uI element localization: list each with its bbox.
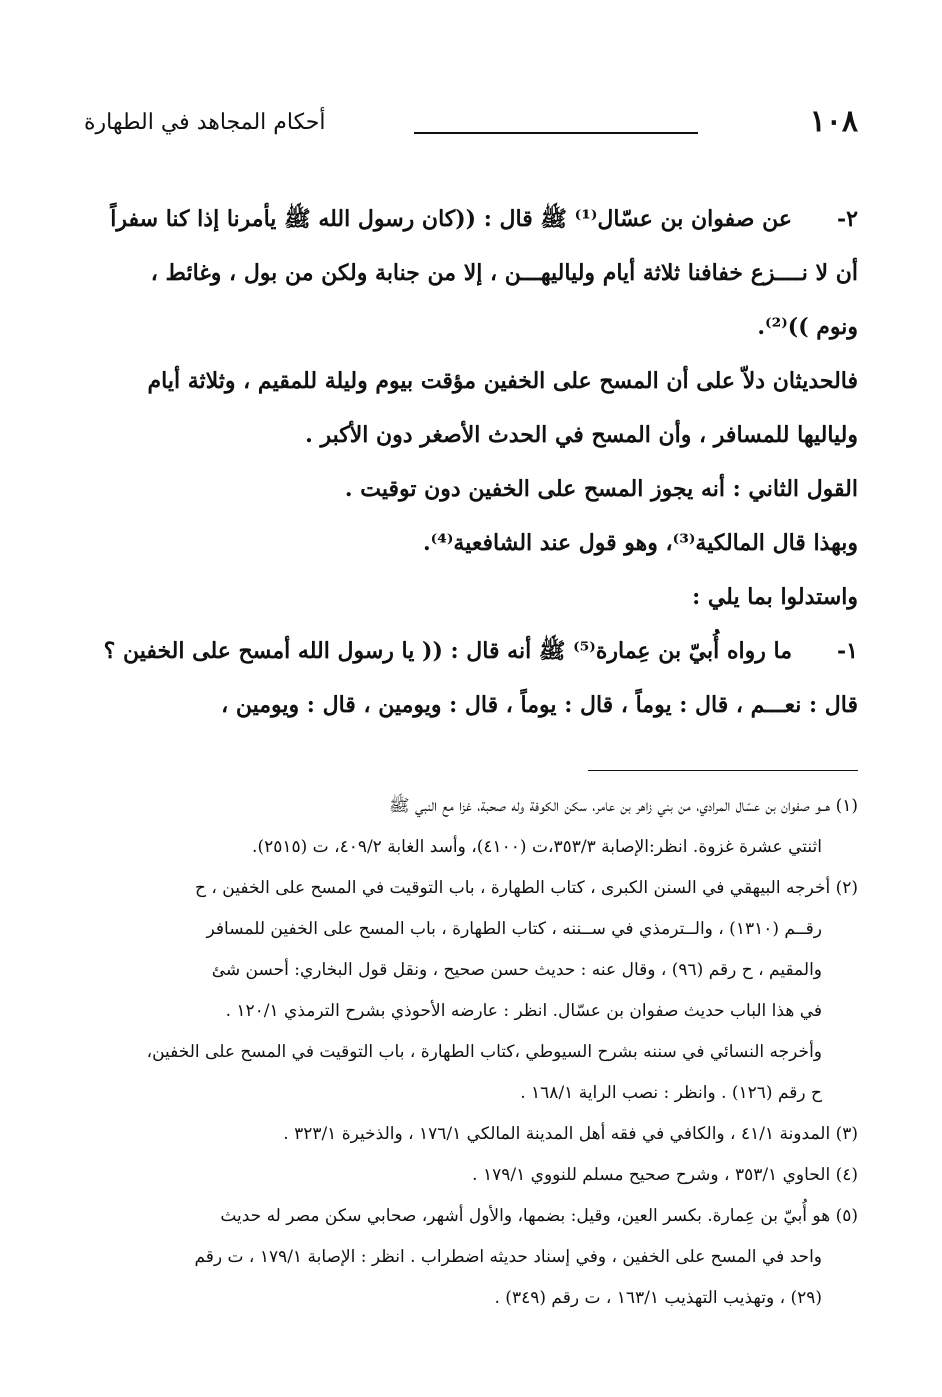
item-number: ١- bbox=[837, 638, 858, 664]
text-line: ونوم ))⁽²⁾. bbox=[757, 314, 858, 340]
footnote-line: واحد في المسح على الخفين ، وفي إسناد حديثه اضطراب . انظر : الإصابة ١٧٩/١ ، ت رقم bbox=[194, 1247, 822, 1267]
footnotes bbox=[84, 786, 858, 1319]
footnote-line: (٢٩) ، وتهذيب التهذيب ١٦٣/١ ، ت رقم (٣٤٩) . bbox=[494, 1288, 822, 1308]
footnote-line: (٤) الحاوي ٣٥٣/١ ، وشرح صحيح مسلم للنووي ١٧٩/١ . bbox=[472, 1165, 858, 1185]
second-opinion: القول الثاني : أنه يجوز المسح على الخفين دون توقيت . bbox=[344, 476, 858, 502]
text-line: عن صفوان بن عسّال⁽¹⁾ ﷺ قال : ((كان رسول الله ﷺ يأمرنا إذا كنا سفراً bbox=[110, 206, 792, 232]
footnote-line: في هذا الباب حديث صفوان بن عسّال. انظر : عارضه الأحوذي بشرح الترمذي ١٢٠/١ . bbox=[225, 1001, 822, 1021]
footnote-line: (٣) المدونة ٤١/١ ، والكافي في فقه أهل المدينة المالكي ١٧٦/١ ، والذخيرة ٣٢٣/١ . bbox=[283, 1124, 858, 1144]
text-line: فالحديثان دلاّ على أن المسح على الخفين مؤقت بيوم وليلة للمقيم ، وثلاثة أيام bbox=[147, 368, 858, 394]
running-title: أحكام المجاهد في الطهارة bbox=[84, 110, 326, 135]
hadith-1 bbox=[84, 624, 858, 732]
footnote-line: (٢) أخرجه البيهقي في السنن الكبرى ، كتاب الطهارة ، باب التوقيت في المسح على الخفين ، ح bbox=[195, 878, 858, 898]
page-number: ١٠٨ bbox=[809, 104, 858, 139]
text-line: ما رواه أُبيّ بن عِمارة⁽⁵⁾ ﷺ أنه قال : (( يا رسول الله أمسح على الخفين ؟ bbox=[103, 638, 792, 664]
text-line: قال : نعـــم ، قال : يوماً ، قال : يوماً ، قال : ويومين ، قال : ويومين ، bbox=[221, 692, 858, 718]
malikiyya-line: وبهذا قال المالكية⁽³⁾، وهو قول عند الشافعية⁽⁴⁾. bbox=[423, 530, 858, 556]
footnote-line: وأخرجه النسائي في سننه بشرح السيوطي ،كتاب الطهارة ، باب التوقيت في المسح على الخفين، bbox=[146, 1042, 822, 1062]
header-rule bbox=[414, 132, 698, 134]
item-number: ٢- bbox=[837, 206, 858, 232]
footnote-line: اثنتي عشرة غزوة. انظر:الإصابة ٣٥٣/٣،ت (٤١٠٠)، وأسد الغابة ٤٠٩/٢، ت (٢٥١٥). bbox=[252, 837, 822, 857]
hadith-2 bbox=[84, 192, 858, 354]
main-text bbox=[84, 192, 858, 732]
footnote-line: رقــم (١٣١٠) ، والــترمذي في ســننه ، كتاب الطهارة ، باب المسح على الخفين للمسافر bbox=[206, 919, 822, 939]
footnote-line: (٥) هو أُبيّ بن عِمارة. بكسر العين، وقيل: بضمها، والأول أشهر، صحابي سكن مصر له حديث bbox=[220, 1206, 858, 1226]
text-line: ولياليها للمسافر ، وأن المسح في الحدث الأصغر دون الأكبر . bbox=[305, 422, 858, 448]
footnote-line: ح رقم (١٢٦) . وانظر : نصب الراية ١٦٨/١ . bbox=[520, 1083, 822, 1103]
footnote-rule bbox=[588, 770, 858, 771]
footnote-line: والمقيم ، ح رقم (٩٦) ، وقال عنه : حديث حسن صحيح ، ونقل قول البخاري: أحسن شئ bbox=[211, 960, 822, 980]
text-line: أن لا نــــزع خفافنا ثلاثة أيام ولياليهـــن ، إلا من جنابة ولكن من بول ، وغائط ، bbox=[150, 260, 858, 286]
evidence-intro: واستدلوا بما يلي : bbox=[692, 584, 858, 610]
footnote-line: (١) هــو صفوان بن عسّال المرادي، من بني زاهر بن عامر، سكن الكوفة وله صحبة، غزا مع النبي ﷺ bbox=[389, 796, 858, 816]
page-header bbox=[84, 104, 858, 144]
